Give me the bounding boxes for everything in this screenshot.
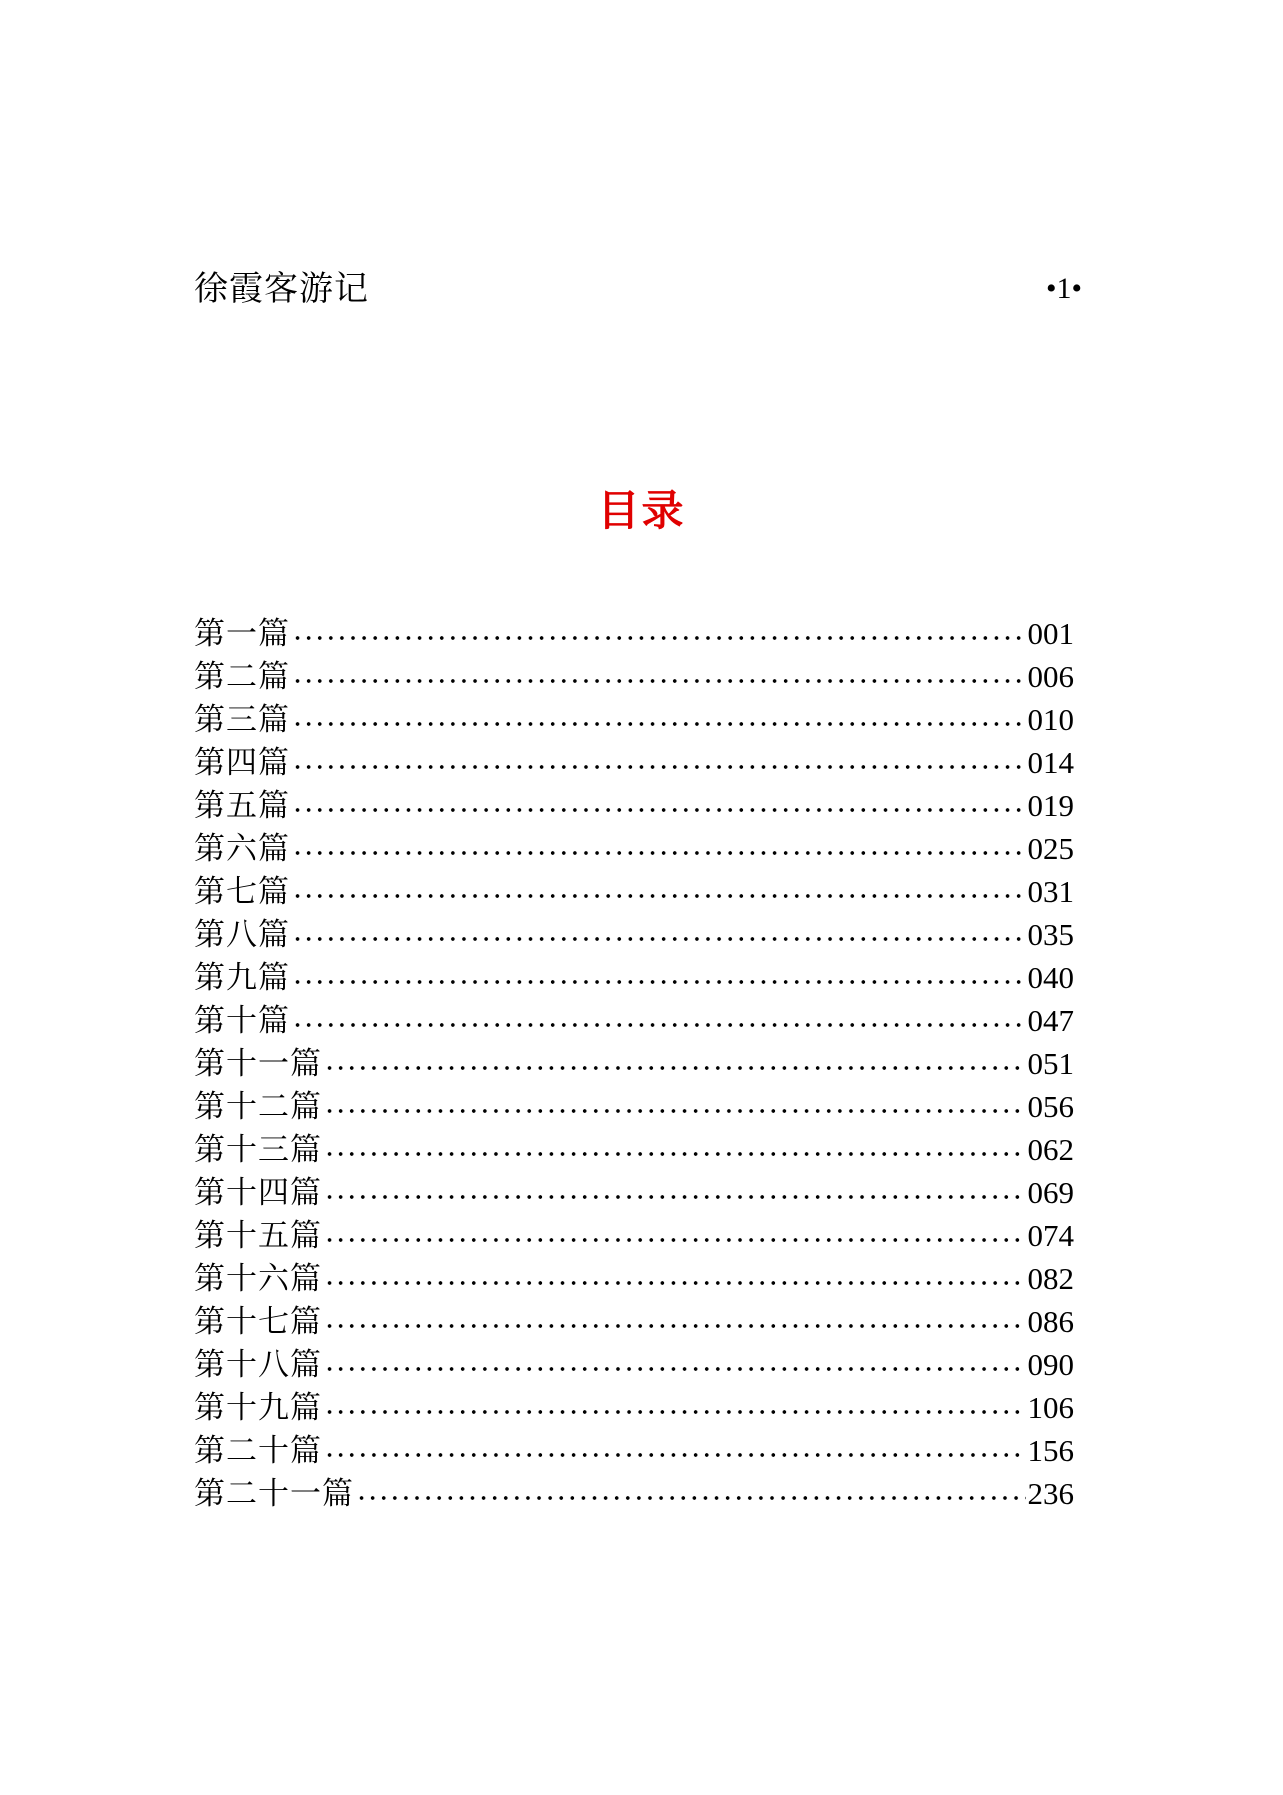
dot-leader [324,1085,1026,1128]
entry-title: 第五篇 [194,788,290,824]
toc-entry[interactable] [194,1257,1074,1300]
entry-page-number: 056 [1027,1089,1074,1124]
toc-entry[interactable] [194,612,1074,655]
entry-title: 第七篇 [194,874,290,910]
toc-entry[interactable] [194,698,1074,741]
toc-entry[interactable] [194,999,1074,1042]
entry-title: 第十八篇 [194,1347,322,1383]
toc-entry[interactable] [194,870,1074,913]
entry-page-number: 069 [1027,1175,1074,1210]
entry-page-number: 062 [1027,1132,1074,1167]
dot-leader [324,1171,1026,1214]
entry-title: 第三篇 [194,702,290,738]
toc-entry[interactable] [194,1429,1074,1472]
dot-leader [292,612,1026,655]
toc-entry[interactable] [194,655,1074,698]
toc-entry[interactable] [194,913,1074,956]
dot-leader [292,741,1026,784]
dot-leader [324,1257,1026,1300]
entry-page-number: 236 [1027,1476,1074,1511]
toc-entry[interactable] [194,1171,1074,1214]
entry-title: 第二十篇 [194,1433,322,1469]
entry-title: 第十四篇 [194,1175,322,1211]
dot-leader [324,1128,1026,1171]
entry-title: 第十六篇 [194,1261,322,1297]
entry-page-number: 047 [1027,1003,1074,1038]
entry-page-number: 074 [1027,1218,1074,1253]
page-header [194,266,1082,312]
toc-entry[interactable] [194,1085,1074,1128]
entry-title: 第十五篇 [194,1218,322,1254]
entry-page-number: 035 [1027,917,1074,952]
toc-entry[interactable] [194,1472,1074,1515]
page-number: •1• [1045,272,1082,305]
dot-leader [356,1472,1026,1515]
dot-leader [292,827,1026,870]
toc-entry[interactable] [194,741,1074,784]
toc-entry[interactable] [194,784,1074,827]
dot-leader [292,956,1026,999]
dot-leader [324,1386,1026,1429]
entry-title: 第二篇 [194,659,290,695]
dot-leader [324,1343,1026,1386]
dot-leader [324,1429,1026,1472]
dot-leader [324,1300,1026,1343]
entry-page-number: 010 [1027,702,1074,737]
entry-title: 第十九篇 [194,1390,322,1426]
dot-leader [292,913,1026,956]
entry-title: 第八篇 [194,917,290,953]
entry-title: 第九篇 [194,960,290,996]
toc-entry[interactable] [194,1042,1074,1085]
entry-title: 第二十一篇 [194,1476,354,1512]
book-title: 徐霞客游记 [194,269,369,309]
toc-entry[interactable] [194,827,1074,870]
entry-title: 第十一篇 [194,1046,322,1082]
dot-leader [292,784,1026,827]
entry-page-number: 001 [1027,616,1074,651]
entry-page-number: 014 [1027,745,1074,780]
entry-page-number: 106 [1027,1390,1074,1425]
entry-title: 第十三篇 [194,1132,322,1168]
dot-leader [292,870,1026,913]
entry-title: 第一篇 [194,616,290,652]
entry-page-number: 040 [1027,960,1074,995]
dot-leader [292,655,1026,698]
dot-leader [292,999,1026,1042]
toc-list [194,612,1074,1515]
entry-page-number: 086 [1027,1304,1074,1339]
toc-heading: 目录 [597,486,686,536]
toc-entry[interactable] [194,1128,1074,1171]
toc-entry[interactable] [194,1386,1074,1429]
entry-title: 第十篇 [194,1003,290,1039]
entry-page-number: 051 [1027,1046,1074,1081]
entry-page-number: 025 [1027,831,1074,866]
entry-title: 第十七篇 [194,1304,322,1340]
toc-entry[interactable] [194,956,1074,999]
entry-page-number: 156 [1027,1433,1074,1468]
entry-page-number: 082 [1027,1261,1074,1296]
toc-entry[interactable] [194,1214,1074,1257]
dot-leader [292,698,1026,741]
entry-page-number: 006 [1027,659,1074,694]
entry-page-number: 019 [1027,788,1074,823]
entry-page-number: 090 [1027,1347,1074,1382]
entry-title: 第四篇 [194,745,290,781]
entry-page-number: 031 [1027,874,1074,909]
dot-leader [324,1214,1026,1257]
dot-leader [324,1042,1026,1085]
toc-entry[interactable] [194,1343,1074,1386]
entry-title: 第六篇 [194,831,290,867]
toc-entry[interactable] [194,1300,1074,1343]
entry-title: 第十二篇 [194,1089,322,1125]
